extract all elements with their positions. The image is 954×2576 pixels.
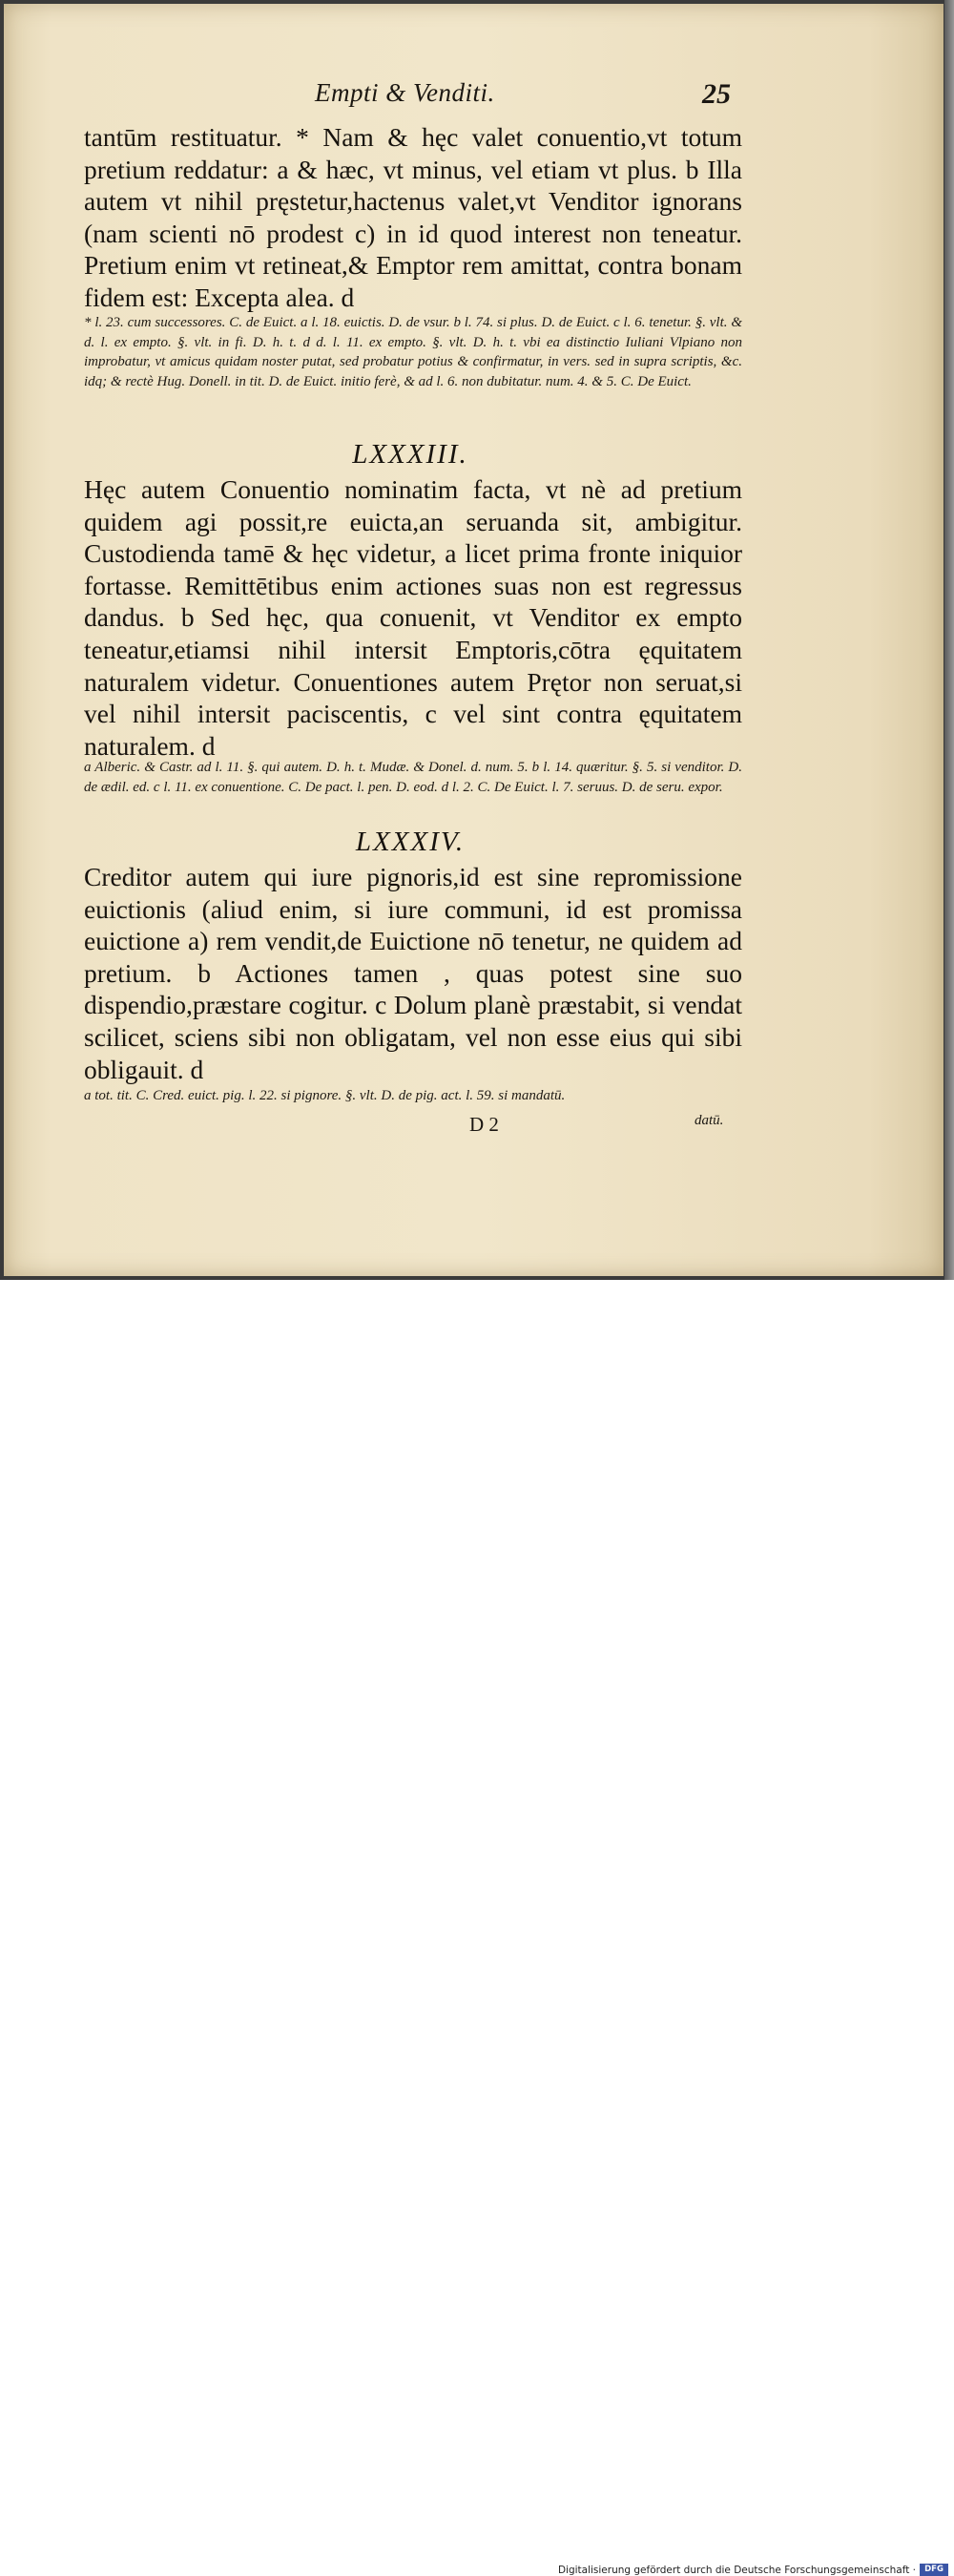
funding-credit: Digitalisierung gefördert durch die Deutsche Forschungsgemeinschaft ·	[557, 2565, 916, 2576]
catchword: datū.	[695, 1113, 724, 1128]
dfg-logo-icon: DFG	[920, 2564, 948, 2576]
section-heading-83: LXXXIII.	[352, 439, 468, 470]
paragraph-2: Hęc autem Conuentio nominatim facta, vt nè ad pretium quidem agi possit,re euicta,an seruanda sit, ambigitur. Custodienda tamē & hęc videtur, a licet prima fronte iniquior fortasse. Remittētibus enim actiones suas non est regressus dandus. b Sed hęc, qua conuenit, vt Venditor ex empto teneatur,etiamsi nihil intersit Emptoris,cōtra ęquitatem naturalem videtur. Conuentiones autem Prętor non seruat,si vel nihil intersit paciscentis, c vel sint contra ęquitatem naturalem. d	[84, 474, 742, 761]
signature-mark: D 2	[469, 1113, 499, 1136]
running-head: Empti & Venditi.	[315, 78, 495, 107]
page-number: 25	[702, 78, 731, 110]
paragraph-1: tantūm restituatur. * Nam & hęc valet conuentio,vt totum pretium reddatur: a & hæc, vt minus, vel etiam vt plus. b Illa autem vt nihil pręstetur,hactenus valet,vt Venditor ignorans (nam scienti nō prodest c) in id quod interest non teneatur. Pretium enim vt retineat,& Emptor rem amittat, contra bonam fidem est: Excepta alea. d	[84, 122, 742, 312]
footnotes-2: a Alberic. & Castr. ad l. 11. §. qui autem. D. h. t. Mudæ. & Donel. d. num. 5. b l. 14. quæritur. §. 5. si venditor. D. de ædil. ed. c l. 11. ex conuentione. C. De pact. l. pen. D. eod. d l. 2. C. De Euict. l. 7. seruus. D. de seru. expor.	[84, 760, 742, 795]
paragraph-3: Creditor autem qui iure pignoris,id est sine repromissione euictionis (aliud enim, si iure communi, id est promissa euictione a) rem vendit,de Euictione nō tenetur, ne quidem ad pretium. b Actiones tamen , quas potest sine suo dispendio,præstare cogitur. c Dolum planè præstabit, si vendat scilicet, sciens sibi non obligatam, vel non esse eius qui sibi obligauit. d	[84, 862, 742, 1084]
footnotes-1: * l. 23. cum successores. C. de Euict. a l. 18. euictis. D. de vsur. b l. 74. si plus. D. de Euict. c l. 6. tenetur. §. vlt. & d. l. ex empto. §. vlt. in fi. D. h. t. d d. l. 11. ex empto. §. vlt. D. h. t. vbi ea distinctio Iuliani Vlpiano non improbatur, vt amicus quidam noster putat, sed probatur potius & confirmatur, in vers. sed in supra scriptis, &c. idq; & rectè Hug. Donell. in tit. D. de Euict. initio ferè, & ad l. 6. non dubitatur. num. 4. & 5. C. De Euict.	[84, 315, 742, 389]
footnotes-3: a tot. tit. C. Cred. euict. pig. l. 22. si pignore. §. vlt. D. de pig. act. l. 59. si mandatū.	[84, 1088, 566, 1103]
section-heading-84: LXXXIV.	[355, 827, 466, 857]
scanned-page-background	[0, 0, 954, 1280]
digitization-footer	[0, 1280, 954, 2576]
book-edge	[944, 0, 954, 1280]
